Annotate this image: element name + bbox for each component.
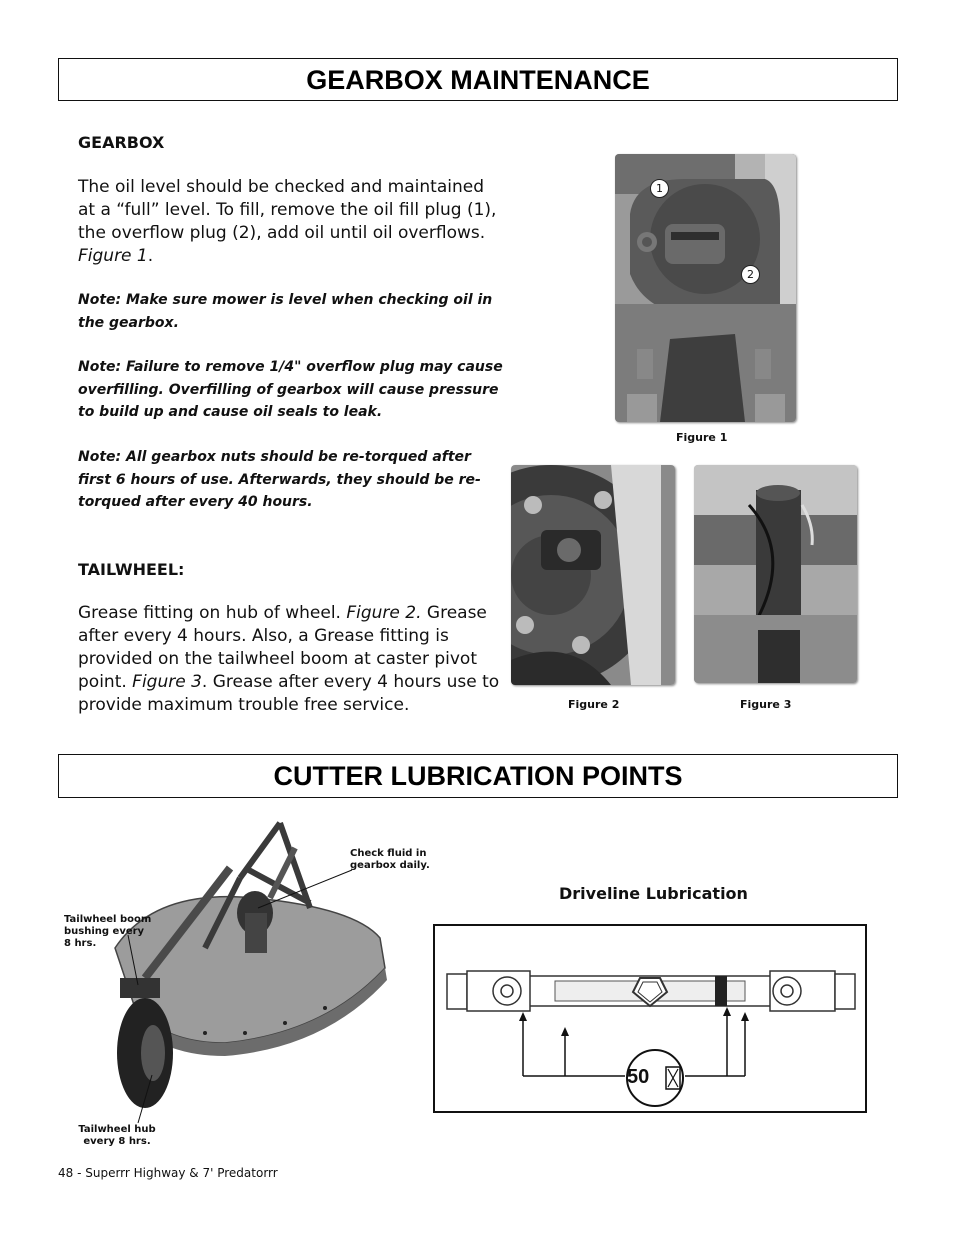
gearbox-paragraph: The oil level should be checked and maintained at a “full” level. To fill, remove the oil fill plug (1), the overflow plug (2), add oil until oil overflows. Figure 1. bbox=[78, 177, 497, 266]
callout-tailwheel-hub: Tailwheel hub every 8 hrs. bbox=[78, 1124, 156, 1147]
note-retorque: Note: All gearbox nuts should be re-torqued after first 6 hours of use. Afterwards, they should be re-torqued after every 40 hours. bbox=[78, 449, 481, 510]
driveline-interval-badge: 50 bbox=[627, 1066, 650, 1088]
tailwheel-text-c: . Grease after every 4 hours use to provide maximum trouble free service. bbox=[78, 672, 500, 715]
gearbox-figure-ref: Figure 1 bbox=[78, 246, 148, 266]
figure1-fill-plug-label: 1 bbox=[650, 179, 669, 198]
callout-gearbox-fluid: Check fluid in gearbox daily. bbox=[350, 848, 430, 871]
page-footer: 48 - Superrr Highway & 7' Predatorrr bbox=[58, 1166, 278, 1180]
figure3-caption: Figure 3 bbox=[740, 698, 792, 711]
callout-tailwheel-boom: Tailwheel boom bushing every 8 hrs. bbox=[64, 914, 152, 949]
note-level: Note: Make sure mower is level when checking oil in the gearbox. bbox=[78, 292, 493, 331]
figure1-overflow-plug-label: 2 bbox=[741, 265, 760, 284]
driveline-heading: Driveline Lubrication bbox=[559, 884, 748, 903]
tailwheel-text-b: Grease after every 4 hours. Also, a Grease fitting is provided on the tailwheel boom at caster pivot point. bbox=[78, 603, 487, 692]
figure2-caption: Figure 2 bbox=[568, 698, 620, 711]
gearbox-paragraph-text: The oil level should be checked and maintained at a “full” level. To fill, remove the oil fill plug (1), the overflow plug (2), add oil until oil overflows. bbox=[78, 177, 497, 243]
cutter-lubrication-title: CUTTER LUBRICATION POINTS bbox=[58, 754, 898, 798]
gearbox-maintenance-title: GEARBOX MAINTENANCE bbox=[58, 58, 898, 101]
gearbox-subheading: GEARBOX bbox=[78, 133, 165, 152]
tailwheel-subheading: TAILWHEEL: bbox=[78, 560, 185, 579]
figure1-caption: Figure 1 bbox=[676, 431, 728, 444]
tailwheel-text-a: Grease fitting on hub of wheel. bbox=[78, 603, 347, 623]
note-overflow-plug: Note: Failure to remove 1/4" overflow plug may cause overfilling. Overfilling of gearbox will cause pressure to build up and cause oil seals to leak. bbox=[78, 359, 503, 420]
driveline-diagram bbox=[433, 924, 867, 1113]
tailwheel-figure3-ref: Figure 3 bbox=[132, 672, 202, 692]
tailwheel-figure2-ref: Figure 2. bbox=[346, 603, 422, 623]
